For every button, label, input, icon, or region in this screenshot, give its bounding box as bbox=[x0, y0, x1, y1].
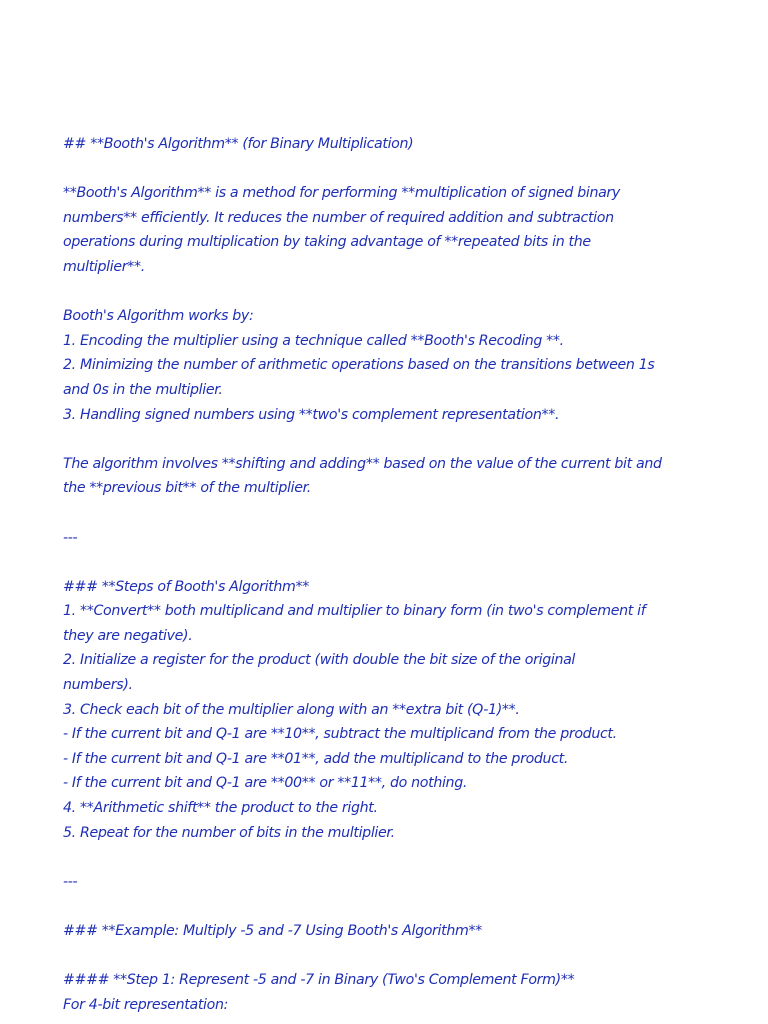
handwritten-notes bbox=[63, 132, 743, 1017]
text-line: and 0s in the multiplier. bbox=[63, 381, 223, 398]
text-line: 2. Initialize a register for the product (with double the bit size of the original bbox=[63, 652, 576, 669]
blank-line bbox=[63, 845, 743, 870]
text-line: ## **Booth's Algorithm** (for Binary Multiplication) bbox=[63, 136, 414, 152]
text-line: ### **Example: Multiply -5 and -7 Using Booth's Algorithm** bbox=[63, 923, 482, 939]
text-line: 2. Minimizing the number of arithmetic operations based on the transitions between 1s bbox=[63, 357, 655, 374]
blank-line bbox=[63, 944, 743, 969]
blank-line bbox=[63, 427, 743, 452]
text-line: multiplier**. bbox=[63, 258, 145, 275]
text-line: - If the current bit and Q-1 are **01**, add the multiplicand to the product. bbox=[63, 750, 569, 767]
text-line: 1. Encoding the multiplier using a technique called **Booth's Recoding **. bbox=[63, 332, 564, 349]
text-line: 4. **Arithmetic shift** the product to the right. bbox=[63, 800, 378, 817]
text-line: --- bbox=[63, 873, 78, 890]
text-line: Booth's Algorithm works by: bbox=[63, 308, 254, 325]
text-line: the **previous bit** of the multiplier. bbox=[63, 480, 311, 497]
text-line: numbers). bbox=[63, 677, 133, 694]
text-line: The algorithm involves **shifting and adding** based on the value of the current bit and bbox=[63, 455, 662, 472]
blank-line bbox=[63, 157, 743, 182]
text-line: #### **Step 1: Represent -5 and -7 in Binary (Two's Complement Form)** bbox=[63, 972, 575, 989]
text-line: numbers** efficiently. It reduces the number of required addition and subtraction bbox=[63, 209, 614, 226]
text-line: --- bbox=[63, 529, 78, 546]
blank-line bbox=[63, 550, 743, 575]
blank-line bbox=[63, 280, 743, 305]
text-line: - If the current bit and Q-1 are **10**, subtract the multiplicand from the product. bbox=[63, 726, 617, 743]
blank-line bbox=[63, 501, 743, 526]
text-line: operations during multiplication by taking advantage of **repeated bits in the bbox=[63, 234, 591, 251]
text-line: For 4-bit representation: bbox=[63, 996, 229, 1013]
text-line: ### **Steps of Booth's Algorithm** bbox=[63, 578, 309, 595]
text-line: 3. Handling signed numbers using **two's complement representation**. bbox=[63, 406, 560, 423]
blank-line bbox=[63, 894, 743, 919]
text-line: - If the current bit and Q-1 are **00** or **11**, do nothing. bbox=[63, 775, 468, 792]
text-line: **Booth's Algorithm** is a method for performing **multiplication of signed binary bbox=[63, 185, 620, 202]
text-line: 1. **Convert** both multiplicand and multiplier to binary form (in two's complement if bbox=[63, 603, 646, 620]
text-line: 5. Repeat for the number of bits in the multiplier. bbox=[63, 824, 395, 841]
text-line: 3. Check each bit of the multiplier along with an **extra bit (Q-1)**. bbox=[63, 701, 520, 718]
text-line: they are negative). bbox=[63, 627, 193, 644]
